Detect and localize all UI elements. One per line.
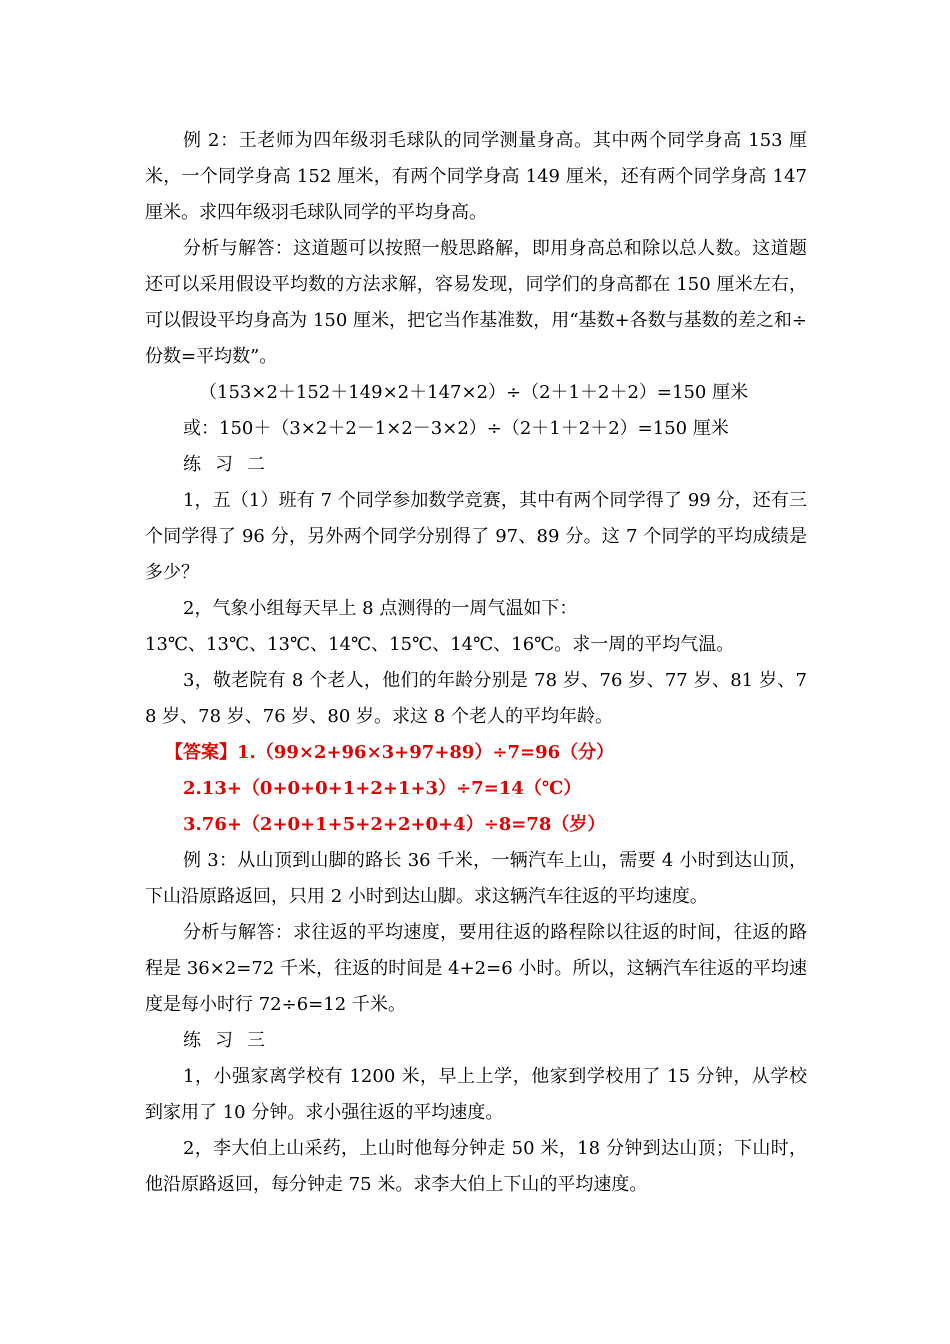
document-page [145,123,807,1203]
practice-2-answer-1: 【答案】1.（99×2+96×3+97+89）÷7=96（分） [165,742,615,763]
practice-2-question-3: 3，敬老院有 8 个老人，他们的年龄分别是 78 岁、76 岁、77 岁、81 岁、78 岁、78 岁、76 岁、80 岁。求这 8 个老人的平均年龄。 [145,670,807,727]
practice-3-heading: 练习三 [183,1030,279,1051]
example-2-formula-1: （153×2＋152＋149×2＋147×2）÷（2＋1＋2＋2）=150 厘米 [199,382,749,403]
practice-3-question-2: 2，李大伯上山采药，上山时他每分钟走 50 米，18 分钟到达山顶；下山时，他沿原路返回，每分钟走 75 米。求李大伯上下山的平均速度。 [145,1138,807,1195]
practice-3-question-1: 1，小强家离学校有 1200 米，早上上学，他家到学校用了 15 分钟，从学校到家用了 10 分钟。求小强往返的平均速度。 [145,1066,807,1123]
example-2-formula-2: 或：150＋（3×2＋2－1×2－3×2）÷（2＋1＋2＋2）=150 厘米 [183,418,729,439]
practice-2-answer-3: 3.76+（2+0+1+5+2+2+0+4）÷8=78（岁） [183,814,606,835]
practice-2-question-2: 2，气象小组每天早上 8 点测得的一周气温如下： [183,598,578,619]
example-3-analysis: 分析与解答：求往返的平均速度，要用往返的路程除以往返的时间，往返的路程是 36×2=72 千米，往返的时间是 4+2=6 小时。所以，这辆汽车往返的平均速度是每小时行 72÷6=12 千米。 [145,922,807,1015]
practice-2-answer-2: 2.13+（0+0+0+1+2+1+3）÷7=14（℃） [183,778,582,799]
practice-2-heading: 练习二 [183,454,279,475]
example-2-analysis: 分析与解答：这道题可以按照一般思路解，即用身高总和除以总人数。这道题还可以采用假设平均数的方法求解，容易发现，同学们的身高都在 150 厘米左右，可以假设平均身高为 150 厘米，把它当作基准数，用“基数+各数与基数的差之和÷份数=平均数”。 [145,238,807,367]
example-3-problem: 例 3：从山顶到山脚的路长 36 千米，一辆汽车上山，需要 4 小时到达山顶，下山沿原路返回，只用 2 小时到达山脚。求这辆汽车往返的平均速度。 [145,850,807,907]
practice-2-question-2-data: 13℃、13℃、13℃、14℃、15℃、14℃、16℃。求一周的平均气温。 [145,634,735,655]
example-2-problem: 例 2：王老师为四年级羽毛球队的同学测量身高。其中两个同学身高 153 厘米，一个同学身高 152 厘米，有两个同学身高 149 厘米，还有两个同学身高 147 厘米。求四年级羽毛球队同学的平均身高。 [145,130,807,223]
practice-2-question-1: 1，五（1）班有 7 个同学参加数学竞赛，其中有两个同学得了 99 分，还有三个同学得了 96 分，另外两个同学分别得了 97、89 分。这 7 个同学的平均成绩是多少？ [145,490,807,583]
